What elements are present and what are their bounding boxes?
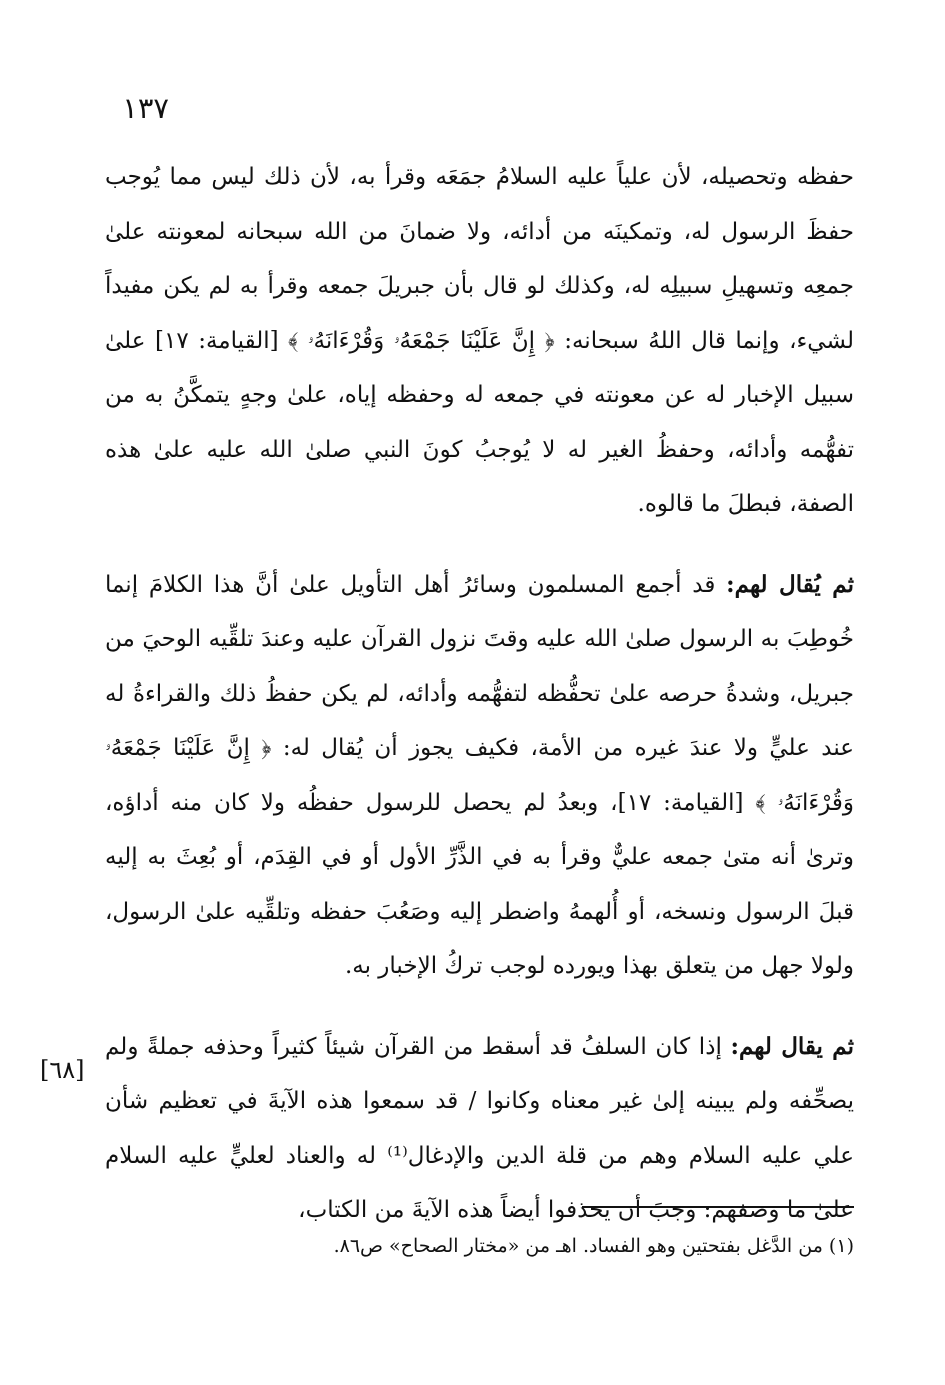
footnote: (١) من الدَّغل بفتحتين وهو الفساد. اهـ من «مختار الصحاح» ص٨٦. [333, 1235, 854, 1257]
paragraph [105, 1020, 854, 1238]
paragraph-text: إذا كان السلفُ قد أسقط من القرآن شيئاً كثيراً وحذفه جملةً ولم يصحِّفه ولم يبينه إلىٰ غير معناه وكانوا / قد سمعوا هذه الآيةَ في تعظيم شأن علي عليه السلام وهم من قلة الدين والإدغال⁽¹⁾ له والعناد لعليٍّ عليه السلام علىٰ ما وصفهم: وجبَ أن يحذفوا أيضاً هذه الآيةَ من الكتاب، [105, 1033, 854, 1223]
page-number: ١٣٧ [122, 91, 169, 125]
paragraph-text: قد أجمع المسلمون وسائرُ أهل التأويل علىٰ أنَّ هذا الكلامَ إنما خُوطِبَ به الرسول صلىٰ الله عليه وقتَ نزول القرآن عليه وعندَ تلقِّيه الوحيَ من جبريل، وشدةُ حرصه علىٰ تحفُّظه لتفهُّمه وأدائه، لم يكن حفظُ ذلك والقراءةُ له عند عليٍّ ولا عندَ غيره من الأمة، فكيف يجوز أن يُقال له: ﴿ إِنَّ عَلَيْنَا جَمْعَهُۥ وَقُرْءَانَهُۥ ﴾ [القيامة: ١٧]، وبعدُ لم يحصل للرسول حفظُه ولا كان منه أداؤه، وترىٰ أنه متىٰ جمعه عليٌّ وقرأ به في الذَّرِّ الأول أو في القِدَم، أو بُعِثَ به إليه قبلَ الرسول ونسخه، أو أُلهمهُ واضطر إليه وصَعُبَ حفظه وتلقِّيه علىٰ الرسول، ولولا جهل من يتعلق بهذا ويورده لوجب تركُ الإخبار به. [105, 571, 854, 979]
paragraph [105, 150, 854, 532]
main-text [105, 150, 854, 1238]
paragraph-lead: ثم يقال لهم: [730, 1032, 854, 1060]
footnote-divider [582, 1206, 854, 1208]
margin-page-reference: [٦٨] [40, 1056, 85, 1084]
paragraph-text: حفظه وتحصيله، لأن علياً عليه السلامُ جمَعَه وقرأ به، لأن ذلك ليس مما يُوجب حفظَ الرسول له، وتمكينَه من أدائه، ولا ضمانَ من الله سبحانه لمعونته علىٰ جمعِه وتسهيلِ سبيلِه له، وكذلك لو قال بأن جبريلَ جمعه وقرأ به لم يكن مفيداً لشيء، وإنما قال اللهُ سبحانه: ﴿ إِنَّ عَلَيْنَا جَمْعَهُۥ وَقُرْءَانَهُۥ ﴾ [القيامة: ١٧] علىٰ سبيل الإخبار له عن معونته في جمعه له وحفظه إياه، علىٰ وجهٍ يتمكَّنُ به من تفهُّمه وأدائه، وحفظُ الغير له لا يُوجبُ كونَ النبي صلىٰ الله عليه علىٰ هذه الصفة، فبطلَ ما قالوه. [105, 164, 854, 517]
paragraph [105, 558, 854, 994]
paragraph-lead: ثم يُقال لهم: [726, 570, 855, 598]
